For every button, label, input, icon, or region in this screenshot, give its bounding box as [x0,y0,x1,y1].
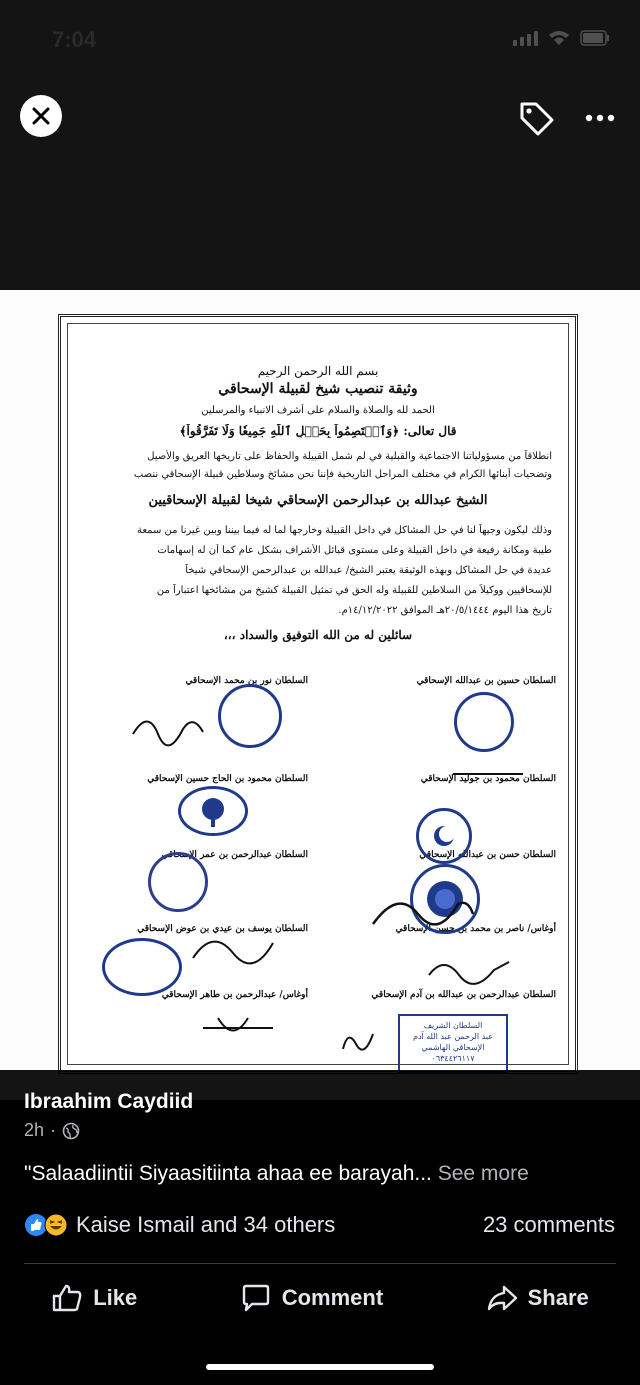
post-photo[interactable] [0,290,640,1100]
final-stamp-line2: عبد الرحمن عبد الله آدم [412,1032,493,1041]
status-icons [513,30,610,46]
home-indicator[interactable] [206,1364,434,1370]
see-more-link[interactable]: See more [437,1162,529,1185]
signature-mark [128,704,208,754]
signatory-4: السلطان محمود بن جوليد الإسحاقي [420,774,556,784]
signatory-7: السلطان يوسف بن عيدي بن عوض الإسحاقي [137,924,308,934]
meta-separator: · [50,1120,57,1140]
globe-icon [62,1122,80,1140]
thumbs-up-icon [51,1283,83,1313]
doc-para2-line1: وذلك ليكون وجيهاً لنا في حل المشاكل في داخل القبيلة وخارجها لما له فيما بيننا وبين غيرنا من سمعة [136,525,552,536]
comment-icon [240,1283,272,1313]
doc-para2-line5: تاريخ هذا اليوم ٢٠/٥/١٤٤٤هـ الموافق ١٤/١٢/٢٠٢٢م. [338,605,552,616]
doc-para1-line1: انطلاقاً من مسؤولياتنا الاجتماعية والقبلية في لم شمل القبيلة والحفاظ على تاريخها العريق والأصيل [147,451,552,462]
tree-icon [181,789,245,833]
signature-mark [368,884,478,934]
signal-icon [513,30,538,46]
stamp-seal [218,684,282,748]
document [58,314,578,1074]
signatory-3: السلطان محمود بن الحاج حسين الإسحاقي [147,774,308,784]
signatory-6: السلطان حسن بن عبدالله الإسحاقي [419,850,556,860]
comment-button[interactable] [240,1283,383,1313]
tag-button[interactable] [514,96,558,140]
signatory-8: أوغاس/ ناصر بن محمد بن حسن الإسحاقي [395,924,556,934]
more-options-button[interactable] [578,100,622,136]
stamp-seal [102,938,182,996]
comments-count[interactable]: 23 comments [482,1212,615,1237]
caption-text: "Salaadiintii Siyaasitiinta ahaa ee barayah... [24,1162,432,1185]
stamp-seal [148,852,208,912]
signatory-9: أوغاس/ عبدالرحمن بن طاهر الإسحاقي [161,990,308,1000]
tag-icon [516,98,556,138]
doc-para2-line3: عديدة في حل المشاكل وبهذه الوثيقة يعتبر الشيخ/ عبدالله بن عبدالرحمن الإسحاقي شيخاً [185,565,552,576]
document-body [67,323,569,1065]
final-stamp-line1: السلطان الشريف [423,1021,483,1030]
like-label: Like [93,1285,138,1310]
doc-verse: قال تعالى: ﴿وَٱعۡتَصِمُواْ بِحَبۡلِ ٱللَّهِ جَمِيعٗا وَلَا تَفَرَّقُواْ﴾ [179,424,457,438]
doc-para2-line2: طيبة ومكانة رفيعة في داخل القبيلة وعلى مستوى قبائل الأشراف بشكل عام كما أن له إسهامات [157,545,552,556]
final-stamp-line3: الإسحاقي الهاشمي [421,1043,485,1052]
signature-mark [198,1008,278,1048]
close-button[interactable] [20,95,62,137]
signatory-2: السلطان حسين بن عبدالله الإسحاقي [416,676,556,686]
doc-para2-line4: للإسحاقيين ووكيلاً من السلاطين للقبيلة وله الحق في تمثيل القبيلة كشيخ من مشائخها اعتباراً من [156,585,552,596]
reactions-summary[interactable] [24,1212,335,1238]
doc-title: وثيقة تنصيب شيخ لقبيلة الإسحاقي [218,382,418,396]
post-author[interactable]: Ibraahim Caydiid [24,1090,194,1113]
signature-mark [448,764,528,784]
like-button[interactable] [51,1283,137,1313]
doc-praise: الحمد لله والصلاة والسلام على أشرف الانبياء والمرسلين [201,405,435,416]
signatory-5: السلطان عبدالرحمن بن عمر الإسحاقي [161,850,308,860]
share-label: Share [527,1285,589,1310]
more-icon [585,114,615,122]
status-time: 7:04 [52,27,97,52]
signature-mark [188,928,278,968]
close-icon [32,107,50,125]
post-time: 2h [24,1120,45,1140]
doc-appointee: الشيخ عبدالله بن عبدالرحمن الإسحاقي شيخاً لقبيلة الإسحاقيين [148,494,488,508]
share-icon [486,1283,518,1313]
haha-reaction-icon [44,1213,68,1237]
stamp-seal [454,692,514,752]
divider [24,1263,616,1264]
stamp-seal [178,786,248,836]
signature-mark [338,1024,378,1054]
signatory-1: السلطان نور بن محمد الإسحاقي [185,676,308,686]
reaction-icons [24,1213,68,1237]
moon-star-icon [419,811,469,861]
reactions-text: Kaise Ismail and 34 others [76,1212,336,1237]
post-caption [24,1162,529,1186]
battery-icon [580,30,610,46]
wifi-icon [548,30,570,46]
signatory-10: السلطان عبدالرحمن بن عبدالله بن آدم الإسحاقي [371,990,556,1000]
post-meta [24,1120,80,1141]
stamp-seal [416,808,472,864]
post-actions [0,1283,640,1313]
doc-para1-line2: وتضحيات أبنائها الكرام في مختلف المراحل التاريخية فإننا نحن مشائخ وسلاطين قبيلة الإسحاقي ننصب [133,469,552,480]
signature-mark [424,950,514,986]
doc-closing: سائلين له من الله التوفيق والسداد ،،، [223,628,413,642]
doc-basmala: بسم الله الرحمن الرحيم [257,364,379,378]
share-button[interactable] [486,1283,589,1313]
comment-label: Comment [281,1285,384,1310]
final-stamp-phone: ٠٦٣٤٤٢٦١١٧ [431,1054,475,1063]
final-stamp [398,1014,508,1074]
viewer-top-bar [0,0,640,290]
